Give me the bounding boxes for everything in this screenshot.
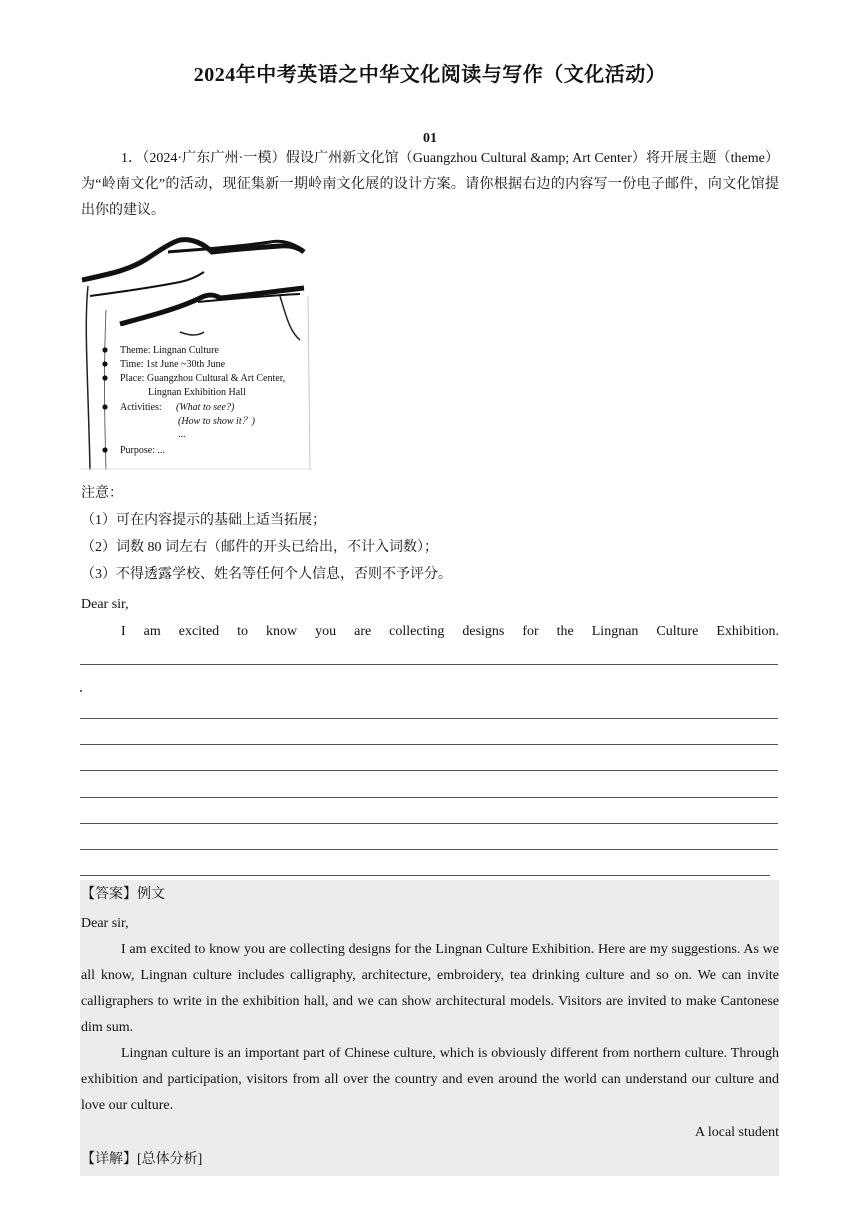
poster-purpose: Purpose: ... — [120, 445, 165, 456]
note-item: （1）可在内容提示的基础上适当拓展； — [81, 513, 326, 528]
bullet-icon — [102, 347, 107, 352]
question-number: 01 — [423, 131, 437, 146]
poster-activity-what: (What to see?) — [176, 402, 235, 413]
writing-line — [80, 875, 770, 876]
bullet-icon — [102, 447, 107, 452]
note-item: （3）不得透露学校、姓名等任何个人信息，否则不予评分。 — [81, 567, 452, 582]
writing-line — [80, 823, 778, 824]
answer-greeting: Dear sir, — [81, 916, 129, 931]
question-prompt — [81, 146, 779, 224]
bullet-icon — [102, 404, 107, 409]
writing-line — [80, 744, 778, 745]
answer-paragraph-1: I am excited to know you are collecting designs for the Lingnan Culture Exhibition. Here are my suggestions. As we all know, Lingnan culture includes calligraphy, architecture, embroidery, tea drinking culture and so on. We can invite calligraphers to write in the exhibition hall, and we can show architectural models. Visitors are invited to make Cantonese dim sum. — [81, 942, 779, 1035]
stray-mark — [80, 690, 82, 692]
question-index: 1． — [121, 151, 143, 166]
poster-place: Place: Guangzhou Cultural & Art Center, — [120, 373, 286, 384]
writing-line — [80, 664, 778, 665]
exhibition-poster-image — [80, 236, 312, 470]
note-item: （2）词数 80 词左右（邮件的开头已给出，不计入词数）； — [81, 540, 438, 555]
bullet-icon — [102, 361, 107, 366]
writing-line — [80, 797, 778, 798]
letter-greeting: Dear sir, — [81, 597, 129, 612]
answer-label: 【答案】例文 — [81, 887, 165, 902]
bullet-icon — [102, 375, 107, 380]
poster-activity-more: ... — [178, 429, 186, 440]
question-text: （2024·广东广州·一模）假设广州新文化馆（Guangzhou Cultural &amp; Art Center）将开展主题（theme）为“岭南文化”的活动，现征集新一期岭南文化展的设计方案。请你根据右边的内容写一份电子邮件，向文化馆提出你的建议。 — [81, 151, 779, 218]
explanation-label: 【详解】[总体分析] — [81, 1152, 203, 1167]
writing-line — [80, 718, 778, 719]
writing-line — [80, 770, 778, 771]
answer-signature: A local student — [695, 1125, 779, 1140]
poster-theme: Theme: Lingnan Culture — [120, 345, 219, 356]
poster-activity-how: (How to show it？) — [178, 416, 255, 427]
poster-illustration — [80, 236, 312, 470]
poster-time: Time: 1st June ~30th June — [120, 359, 226, 370]
answer-paragraph-2: Lingnan culture is an important part of Chinese culture, which is obviously different from northern culture. Through exhibition and participation, visitors from all over the country and even around the world can understand our culture and love our culture. — [81, 1046, 779, 1113]
poster-place-hall: Lingnan Exhibition Hall — [148, 387, 246, 398]
writing-line — [80, 849, 778, 850]
notes-heading: 注意： — [81, 486, 123, 501]
letter-opening-sentence: I am excited to know you are collecting designs for the Lingnan Culture Exhibition. — [121, 624, 779, 639]
poster-activities: Activities: — [120, 402, 162, 413]
document-title: 2024年中考英语之中华文化阅读与写作（文化活动） — [193, 64, 667, 86]
